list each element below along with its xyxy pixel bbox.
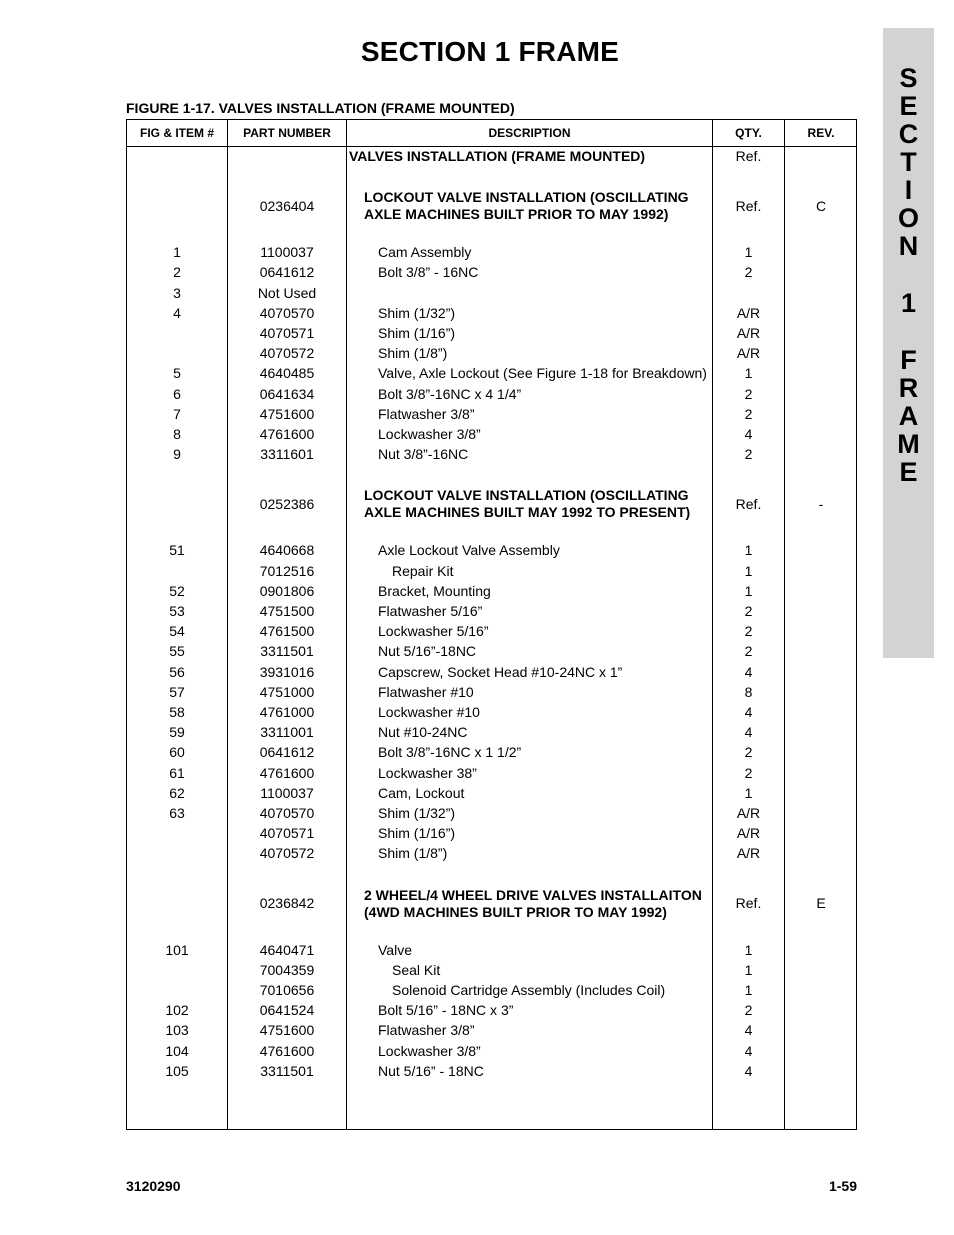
quantity: 8 — [744, 683, 753, 700]
item-number: 57 — [169, 683, 185, 700]
part-number: 4761000 — [259, 704, 315, 720]
quantity: A/R — [736, 805, 761, 821]
description: Nut 5/16”-18NC — [378, 643, 477, 660]
item-number: 104 — [165, 1042, 189, 1059]
item-number: 3 — [173, 284, 181, 301]
item-number: 5 — [173, 365, 181, 382]
parts-table — [126, 119, 857, 1130]
quantity: 1 — [744, 982, 753, 998]
section-side-tab — [883, 28, 934, 658]
quantity: Ref. — [735, 197, 762, 214]
quantity: 4 — [744, 1042, 753, 1059]
quantity: 4 — [744, 663, 753, 680]
description: 2 WHEEL/4 WHEEL DRIVE VALVES INSTALLAITON — [364, 886, 702, 903]
column-divider — [346, 120, 347, 1129]
column-divider — [784, 120, 785, 1129]
part-number: 4640668 — [259, 542, 315, 559]
description: LOCKOUT VALVE INSTALLATION (OSCILLATING — [364, 487, 689, 504]
description-line-2: AXLE MACHINES BUILT PRIOR TO MAY 1992) — [364, 206, 669, 223]
description: Shim (1/16”) — [378, 825, 456, 842]
description: Axle Lockout Valve Assembly — [378, 542, 560, 559]
quantity: Ref. — [735, 495, 762, 512]
description: Nut 5/16” - 18NC — [378, 1062, 484, 1079]
description: Bolt 3/8”-16NC x 4 1/4” — [378, 385, 522, 402]
header-rev: REV. — [807, 126, 835, 140]
description: Flatwasher 3/8” — [378, 1022, 475, 1039]
quantity: 2 — [744, 446, 753, 463]
quantity: A/R — [736, 304, 761, 321]
quantity: 2 — [744, 603, 753, 619]
quantity: Ref. — [735, 148, 762, 164]
quantity: 1 — [744, 365, 753, 382]
part-number: 4640471 — [259, 941, 315, 958]
part-number: 4751600 — [259, 1022, 315, 1039]
quantity: 1 — [744, 542, 753, 559]
side-tab-letter: E — [899, 91, 918, 121]
figure-title: FIGURE 1-17. VALVES INSTALLATION (FRAME MOUNTED) — [126, 100, 515, 116]
part-number: 4640485 — [259, 365, 315, 382]
quantity: 1 — [744, 961, 753, 978]
side-tab-letter: O — [897, 203, 919, 233]
part-number: 1100037 — [260, 784, 314, 801]
part-number: 4751600 — [259, 405, 315, 422]
side-tab-letter: C — [898, 119, 919, 149]
item-number: 52 — [169, 582, 185, 599]
description-line-2: (4WD MACHINES BUILT PRIOR TO MAY 1992) — [364, 903, 667, 920]
part-number: 3311601 — [260, 446, 314, 463]
quantity: 4 — [744, 1022, 753, 1039]
quantity: 4 — [744, 724, 753, 741]
quantity: 1 — [744, 244, 753, 261]
header-description: DESCRIPTION — [488, 126, 571, 140]
part-number: 0641524 — [259, 1002, 315, 1019]
item-number: 8 — [173, 426, 181, 442]
part-number: 3311501 — [260, 1062, 314, 1079]
description: Flatwasher #10 — [378, 683, 474, 700]
part-number: 4070572 — [259, 345, 315, 362]
part-number: 0252386 — [259, 495, 315, 512]
part-number: Not Used — [257, 284, 317, 301]
part-number: 4070571 — [259, 825, 315, 842]
description: Flatwasher 5/16” — [378, 603, 483, 619]
quantity: A/R — [736, 345, 761, 362]
quantity: 2 — [744, 744, 753, 761]
part-number: 1100037 — [260, 244, 314, 261]
description: Capscrew, Socket Head #10-24NC x 1” — [378, 663, 623, 680]
side-tab-letter: M — [897, 429, 920, 459]
quantity: 4 — [744, 426, 753, 442]
page-number: 1-59 — [828, 1178, 857, 1194]
part-number: 3931016 — [259, 663, 315, 680]
quantity: 1 — [744, 784, 753, 801]
description: Nut 3/8”-16NC — [378, 446, 469, 463]
item-number: 53 — [169, 603, 185, 619]
item-number: 61 — [169, 764, 185, 781]
description: VALVES INSTALLATION (FRAME MOUNTED) — [349, 148, 646, 164]
quantity: A/R — [736, 845, 761, 862]
item-number: 9 — [173, 446, 181, 463]
description: Seal Kit — [392, 961, 441, 978]
item-number: 101 — [165, 941, 189, 958]
side-tab-letter: R — [898, 373, 919, 403]
side-tab-letter: T — [900, 147, 917, 177]
part-number: 4761600 — [259, 764, 315, 781]
part-number: 0641612 — [259, 744, 315, 761]
item-number: 1 — [173, 244, 181, 261]
description: Solenoid Cartridge Assembly (Includes Coil) — [392, 982, 666, 998]
quantity: 1 — [744, 562, 753, 579]
header-qty: QTY. — [735, 126, 762, 140]
part-number: 7010656 — [259, 982, 315, 998]
quantity: 4 — [744, 1062, 753, 1079]
document-number: 3120290 — [126, 1178, 181, 1194]
side-tab-letter: 1 — [900, 288, 917, 318]
part-number: 4751500 — [259, 603, 315, 619]
quantity: A/R — [736, 825, 761, 842]
description: Shim (1/16”) — [378, 325, 456, 341]
part-number: 4070572 — [259, 845, 315, 862]
part-number: 3311001 — [260, 724, 314, 741]
part-number: 0641634 — [259, 385, 315, 402]
quantity: 2 — [744, 405, 753, 422]
description: Lockwasher 5/16” — [378, 623, 489, 640]
description: Bolt 3/8” - 16NC — [378, 264, 479, 281]
quantity: 1 — [744, 941, 753, 958]
description: Flatwasher 3/8” — [378, 405, 475, 422]
item-number: 2 — [173, 264, 181, 281]
part-number: 7004359 — [259, 961, 315, 978]
section-title: SECTION 1 FRAME — [360, 36, 620, 67]
description: Shim (1/32”) — [378, 304, 456, 321]
quantity: 2 — [744, 643, 753, 660]
side-tab-letter: E — [899, 457, 918, 487]
description: Valve — [378, 941, 412, 958]
description: Cam, Lockout — [378, 784, 465, 801]
quantity: 2 — [744, 385, 753, 402]
description: Shim (1/8”) — [378, 345, 448, 362]
revision: C — [815, 197, 827, 214]
item-number: 105 — [165, 1062, 189, 1079]
part-number: 3311501 — [260, 643, 314, 660]
description: Shim (1/32”) — [378, 805, 456, 821]
part-number: 0236404 — [259, 197, 315, 214]
part-number: 7012516 — [259, 562, 315, 579]
description: Lockwasher 3/8” — [378, 1042, 481, 1059]
description: Cam Assembly — [378, 244, 472, 261]
part-number: 4761600 — [259, 426, 315, 442]
item-number: 54 — [169, 623, 185, 640]
revision: - — [818, 495, 824, 512]
header-part-number: PART NUMBER — [243, 126, 331, 140]
side-tab-letter: A — [898, 401, 919, 431]
description-line-2: AXLE MACHINES BUILT MAY 1992 TO PRESENT) — [364, 504, 691, 521]
part-number: 4070571 — [259, 325, 315, 341]
revision: E — [816, 895, 826, 912]
side-tab-letter: F — [900, 345, 917, 375]
part-number: 4761600 — [259, 1042, 315, 1059]
item-number: 59 — [169, 724, 185, 741]
item-number: 63 — [169, 805, 185, 821]
quantity: Ref. — [735, 895, 762, 912]
item-number: 58 — [169, 704, 185, 720]
item-number: 103 — [165, 1022, 189, 1039]
description: Nut #10-24NC — [378, 724, 468, 741]
part-number: 4070570 — [259, 304, 315, 321]
quantity: 4 — [744, 704, 753, 720]
description: LOCKOUT VALVE INSTALLATION (OSCILLATING — [364, 189, 689, 206]
item-number: 6 — [173, 385, 181, 402]
part-number: 0236842 — [259, 895, 315, 912]
description: Shim (1/8”) — [378, 845, 448, 862]
header-divider — [127, 146, 856, 147]
quantity: 1 — [744, 582, 753, 599]
item-number: 102 — [165, 1002, 189, 1019]
description: Bolt 5/16” - 18NC x 3” — [378, 1002, 514, 1019]
description: Bracket, Mounting — [378, 582, 491, 599]
item-number: 55 — [169, 643, 185, 660]
item-number: 62 — [169, 784, 185, 801]
side-tab-letter: N — [898, 231, 919, 261]
item-number: 60 — [169, 744, 185, 761]
part-number: 0641612 — [259, 264, 315, 281]
item-number: 7 — [173, 405, 181, 422]
side-tab-letter: S — [899, 63, 918, 93]
part-number: 4070570 — [259, 805, 315, 821]
description: Repair Kit — [392, 562, 454, 579]
item-number: 56 — [169, 663, 185, 680]
item-number: 4 — [173, 304, 181, 321]
quantity: 2 — [744, 764, 753, 781]
quantity: 2 — [744, 264, 753, 281]
header-item: FIG & ITEM # — [139, 126, 214, 140]
side-tab-letter: I — [904, 175, 913, 205]
description: Bolt 3/8”-16NC x 1 1/2” — [378, 744, 522, 761]
description: Lockwasher 38” — [378, 764, 477, 781]
item-number: 51 — [169, 542, 185, 559]
quantity: 2 — [744, 1002, 753, 1019]
description: Lockwasher 3/8” — [378, 426, 481, 442]
quantity: A/R — [736, 325, 761, 341]
part-number: 4761500 — [259, 623, 315, 640]
quantity: 2 — [744, 623, 753, 640]
description: Valve, Axle Lockout (See Figure 1-18 for Breakdown) — [378, 365, 707, 382]
part-number: 0901806 — [259, 582, 315, 599]
description: Lockwasher #10 — [378, 704, 480, 720]
part-number: 4751000 — [259, 683, 315, 700]
